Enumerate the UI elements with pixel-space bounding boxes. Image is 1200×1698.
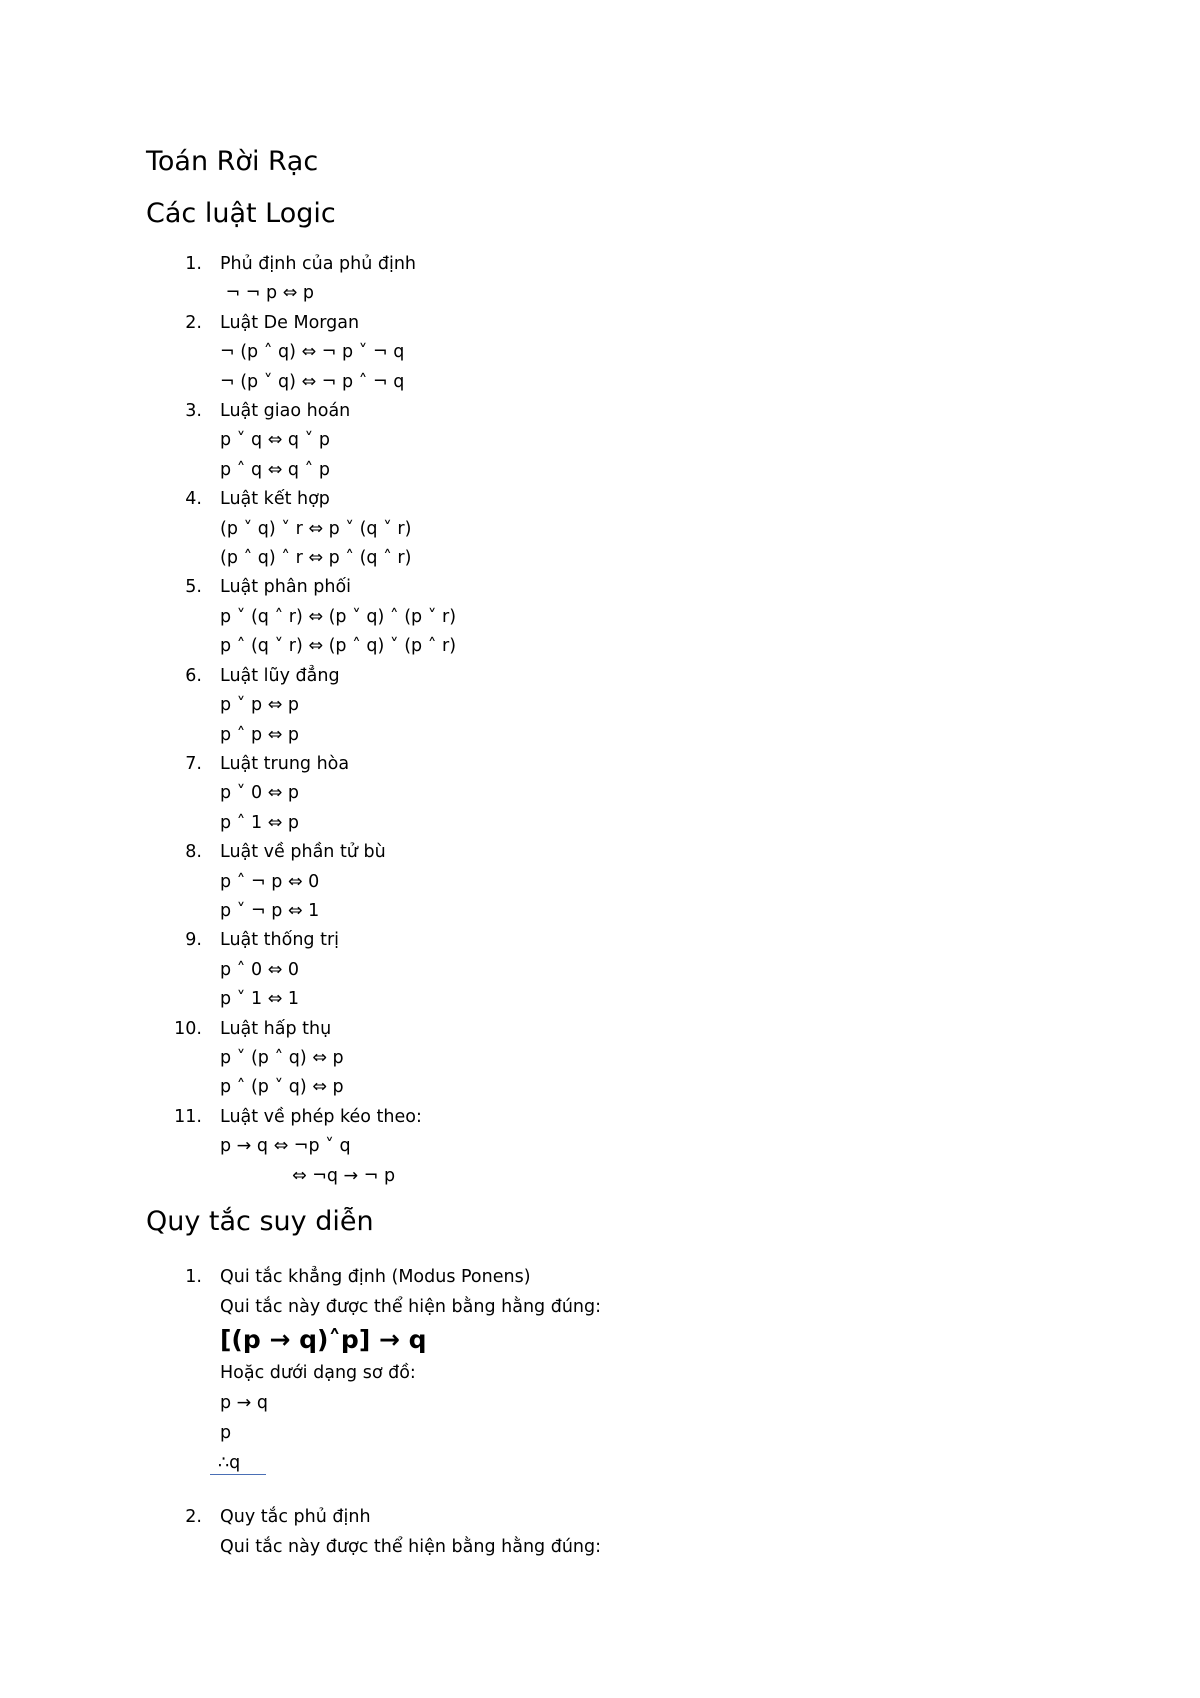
rule-description: Qui tắc này được thể hiện bằng hằng đúng: <box>220 1537 602 1557</box>
law-number: 1. <box>185 254 202 274</box>
law-formula: p ˄ 1 ⇔ p <box>220 812 300 833</box>
law-label: Luật về phép kéo theo: <box>220 1106 422 1127</box>
law-formula: (p ˅ q) ˅ r ⇔ p ˅ (q ˅ r) <box>220 518 412 539</box>
law-number: 9. <box>185 930 202 951</box>
law-formula: p ˅ p ⇔ p <box>220 695 299 716</box>
law-label: Luật hấp thụ <box>220 1018 332 1039</box>
heading-logic-laws: Các luật Logic <box>146 198 336 229</box>
law-formula: p ˄ q ⇔ q ˄ p <box>220 459 330 480</box>
law-formula: p ˄ ¬ p ⇔ 0 <box>220 871 320 892</box>
law-item <box>146 926 456 1014</box>
law-item <box>146 397 456 485</box>
law-number: 4. <box>185 489 202 510</box>
law-label: Luật trung hòa <box>220 753 350 774</box>
law-formula: p ˄ 0 ⇔ 0 <box>220 959 300 980</box>
law-formula: ¬ ¬ p ⇔ p <box>220 283 315 304</box>
rule-item <box>146 1262 601 1502</box>
conclusion: ∴q <box>210 1452 266 1475</box>
law-number: 8. <box>185 842 202 863</box>
law-number: 3. <box>185 401 202 422</box>
law-formula: p ˅ 0 ⇔ p <box>220 783 300 804</box>
law-label: Luật thống trị <box>220 930 340 951</box>
law-label: Luật De Morgan <box>220 312 360 333</box>
law-label: Phủ định của phủ định <box>220 254 417 274</box>
rule-number: 2. <box>185 1507 202 1527</box>
law-formula: p ˄ p ⇔ p <box>220 724 299 745</box>
rule-number: 1. <box>185 1267 202 1287</box>
law-item <box>146 1103 456 1191</box>
logic-laws-list <box>146 250 456 1191</box>
law-label: Luật giao hoán <box>220 401 351 422</box>
law-formula: p → q ⇔ ¬p ˅ q <box>220 1136 351 1157</box>
law-label: Luật lũy đẳng <box>220 665 340 686</box>
law-item <box>146 309 456 397</box>
heading-inference-rules: Quy tắc suy diễn <box>146 1206 374 1237</box>
law-label: Luật về phần tử bù <box>220 842 386 863</box>
document-title: Toán Rời Rạc <box>146 146 319 177</box>
law-label: Luật phân phối <box>220 577 352 598</box>
law-number: 6. <box>185 665 202 686</box>
law-number: 5. <box>185 577 202 598</box>
law-number: 2. <box>185 312 202 333</box>
law-formula: p ˄ (q ˅ r) ⇔ (p ˄ q) ˅ (p ˄ r) <box>220 636 457 657</box>
law-item <box>146 662 456 750</box>
inference-rules-list <box>146 1262 601 1562</box>
law-item <box>146 250 456 309</box>
law-number: 10. <box>174 1018 202 1039</box>
law-number: 7. <box>185 753 202 774</box>
law-formula: p ˄ (p ˅ q) ⇔ p <box>220 1077 344 1098</box>
law-formula: ¬ (p ˅ q) ⇔ ¬ p ˄ ¬ q <box>220 371 405 392</box>
premise-2: p <box>220 1423 232 1443</box>
law-formula: p ˅ q ⇔ q ˅ p <box>220 430 330 451</box>
law-item <box>146 750 456 838</box>
law-formula: p ˅ (p ˄ q) ⇔ p <box>220 1047 344 1068</box>
rule-label: Qui tắc khẳng định (Modus Ponens) <box>220 1267 531 1287</box>
premise-1: p → q <box>220 1393 269 1413</box>
law-formula: p ˅ ¬ p ⇔ 1 <box>220 900 320 921</box>
rule-label: Quy tắc phủ định <box>220 1507 371 1527</box>
law-item <box>146 838 456 926</box>
law-formula: p ˅ 1 ⇔ 1 <box>220 989 300 1010</box>
law-item <box>146 573 456 661</box>
law-formula: ¬ (p ˄ q) ⇔ ¬ p ˅ ¬ q <box>220 342 405 363</box>
diagram-intro: Hoặc dưới dạng sơ đồ: <box>220 1363 416 1383</box>
rule-description: Qui tắc này được thể hiện bằng hằng đúng: <box>220 1297 602 1317</box>
law-formula: (p ˄ q) ˄ r ⇔ p ˄ (q ˄ r) <box>220 548 412 569</box>
law-item <box>146 485 456 573</box>
rule-item <box>146 1502 601 1562</box>
rule-tautology-formula: [(p → q)˄p] → q <box>220 1325 427 1354</box>
law-formula: p ˅ (q ˄ r) ⇔ (p ˅ q) ˄ (p ˅ r) <box>220 606 457 627</box>
law-formula-continued: ⇔ ¬q → ¬ p <box>292 1165 396 1186</box>
law-label: Luật kết hợp <box>220 489 330 510</box>
law-item <box>146 1015 456 1103</box>
law-number: 11. <box>174 1106 202 1127</box>
